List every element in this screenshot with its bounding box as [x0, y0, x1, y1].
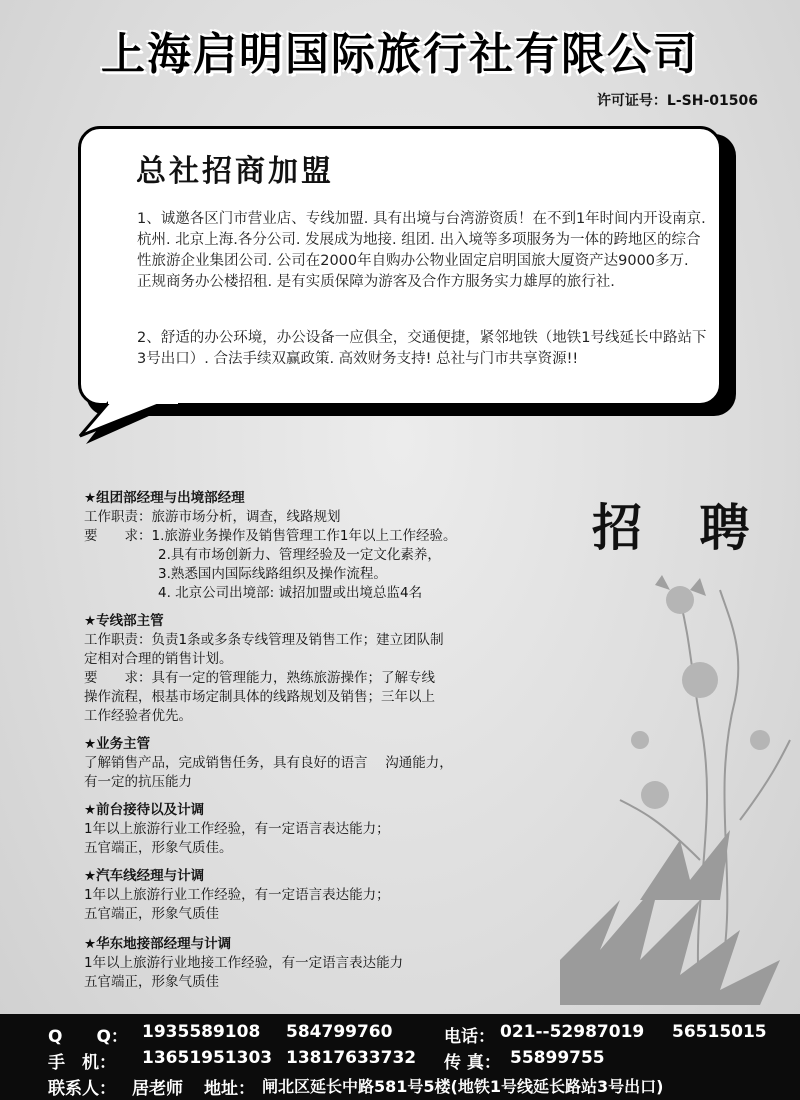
mobile-number-2: 13817633732 [286, 1048, 417, 1068]
job-reception [84, 801, 504, 858]
contact-person: 居老师 [132, 1079, 183, 1099]
job-line: 操作流程，根基市场定制具体的线路规划及销售；三年以上 [84, 689, 435, 705]
job-title: ★组团部经理与出境部经理 [84, 490, 245, 506]
mobile-label: 手 机： [48, 1053, 116, 1073]
company-name: 上海启明国际旅行社有限公司 [101, 29, 699, 80]
job-title: ★专线部主管 [84, 613, 164, 629]
license-number: 许可证号：L-SH-01506 [596, 93, 758, 109]
job-line: 工作经验者优先。 [84, 708, 192, 724]
job-line: 定相对合理的销售计划。 [84, 651, 233, 667]
fax-number: 55899755 [510, 1048, 605, 1068]
job-line: 要 求：1.旅游业务操作及销售管理工作1年以上工作经验。 [84, 528, 457, 544]
contact-footer [0, 1014, 800, 1100]
qq-number-2: 584799760 [286, 1022, 393, 1042]
job-business-supervisor [84, 735, 504, 792]
mobile-number-1: 13651951303 [142, 1048, 273, 1068]
job-group-tour-manager [84, 489, 504, 603]
franchise-paragraph-1: 1、诚邀各区门市营业店、专线加盟. 具有出境与台湾游资质！在不到1年时间内开设南京. 杭州. 北京上海.各分公司. 发展成为地接. 组团. 出入境等多项服务为一体的跨地区的综合性旅游企业集团公司. 公司在2000年自购办公物业固定启明国旅大厦资产达9000多万. 正规商务办公楼招租. 是有实质保障为游客及合作方服务实力雄厚的旅行社. [137, 211, 706, 290]
job-title: ★前台接待以及计调 [84, 802, 205, 818]
phone-number-2: 56515015 [672, 1022, 767, 1042]
phone-number: 021--52987019 [500, 1022, 645, 1042]
job-line: 五官端正，形象气质佳。 [84, 840, 233, 856]
job-line: 五官端正，形象气质佳 [84, 974, 219, 990]
job-line: 了解销售产品，完成销售任务，具有良好的语言 沟通能力， [84, 755, 453, 771]
job-line: 1年以上旅游行业工作经验，有一定语言表达能力； [84, 887, 390, 903]
phone-label: 电话： [444, 1027, 495, 1047]
franchise-paragraph-2: 2、舒适的办公环境，办公设备一应俱全，交通便捷，紧邻地铁（地铁1号线延长中路站下3号出口）. 合法手续双赢政策. 高效财务支持! 总社与门市共享资源!! [137, 330, 707, 367]
job-line: 工作职责：旅游市场分析，调查，线路规划 [84, 509, 341, 525]
job-line: 五官端正，形象气质佳 [84, 906, 219, 922]
job-title: ★业务主管 [84, 736, 151, 752]
job-line: 3.熟悉国内国际线路组织及操作流程。 [158, 566, 387, 582]
job-special-line-supervisor [84, 612, 504, 726]
job-title: ★汽车线经理与计调 [84, 868, 205, 884]
job-line: 有一定的抗压能力 [84, 774, 192, 790]
qq-label: Q Q： [48, 1027, 128, 1047]
hiring-title: 招 聘 [592, 499, 770, 557]
job-east-china-ground [84, 935, 504, 992]
job-line: 工作职责：负责1条或多条专线管理及销售工作；建立团队制 [84, 632, 444, 648]
address-text: 闸北区延长中路581号5楼(地铁1号线延长路站3号出口) [262, 1077, 664, 1096]
contact-label: 联系人： [48, 1079, 116, 1099]
job-line: 1年以上旅游行业工作经验，有一定语言表达能力； [84, 821, 390, 837]
job-line: 要 求：具有一定的管理能力，熟练旅游操作；了解专线 [84, 670, 435, 686]
address-label: 地址： [204, 1079, 255, 1099]
job-line: 4. 北京公司出境部: 诚招加盟或出境总监4名 [158, 585, 423, 601]
qq-number-1: 1935589108 [142, 1022, 261, 1042]
job-title: ★华东地接部经理与计调 [84, 936, 232, 952]
fax-label: 传 真： [444, 1053, 501, 1073]
job-line: 1年以上旅游行业地接工作经验，有一定语言表达能力 [84, 955, 404, 971]
job-line: 2.具有市场创新力、管理经验及一定文化素养， [158, 547, 441, 563]
franchise-title: 总社招商加盟 [136, 154, 334, 189]
job-bus-line-manager [84, 867, 504, 924]
